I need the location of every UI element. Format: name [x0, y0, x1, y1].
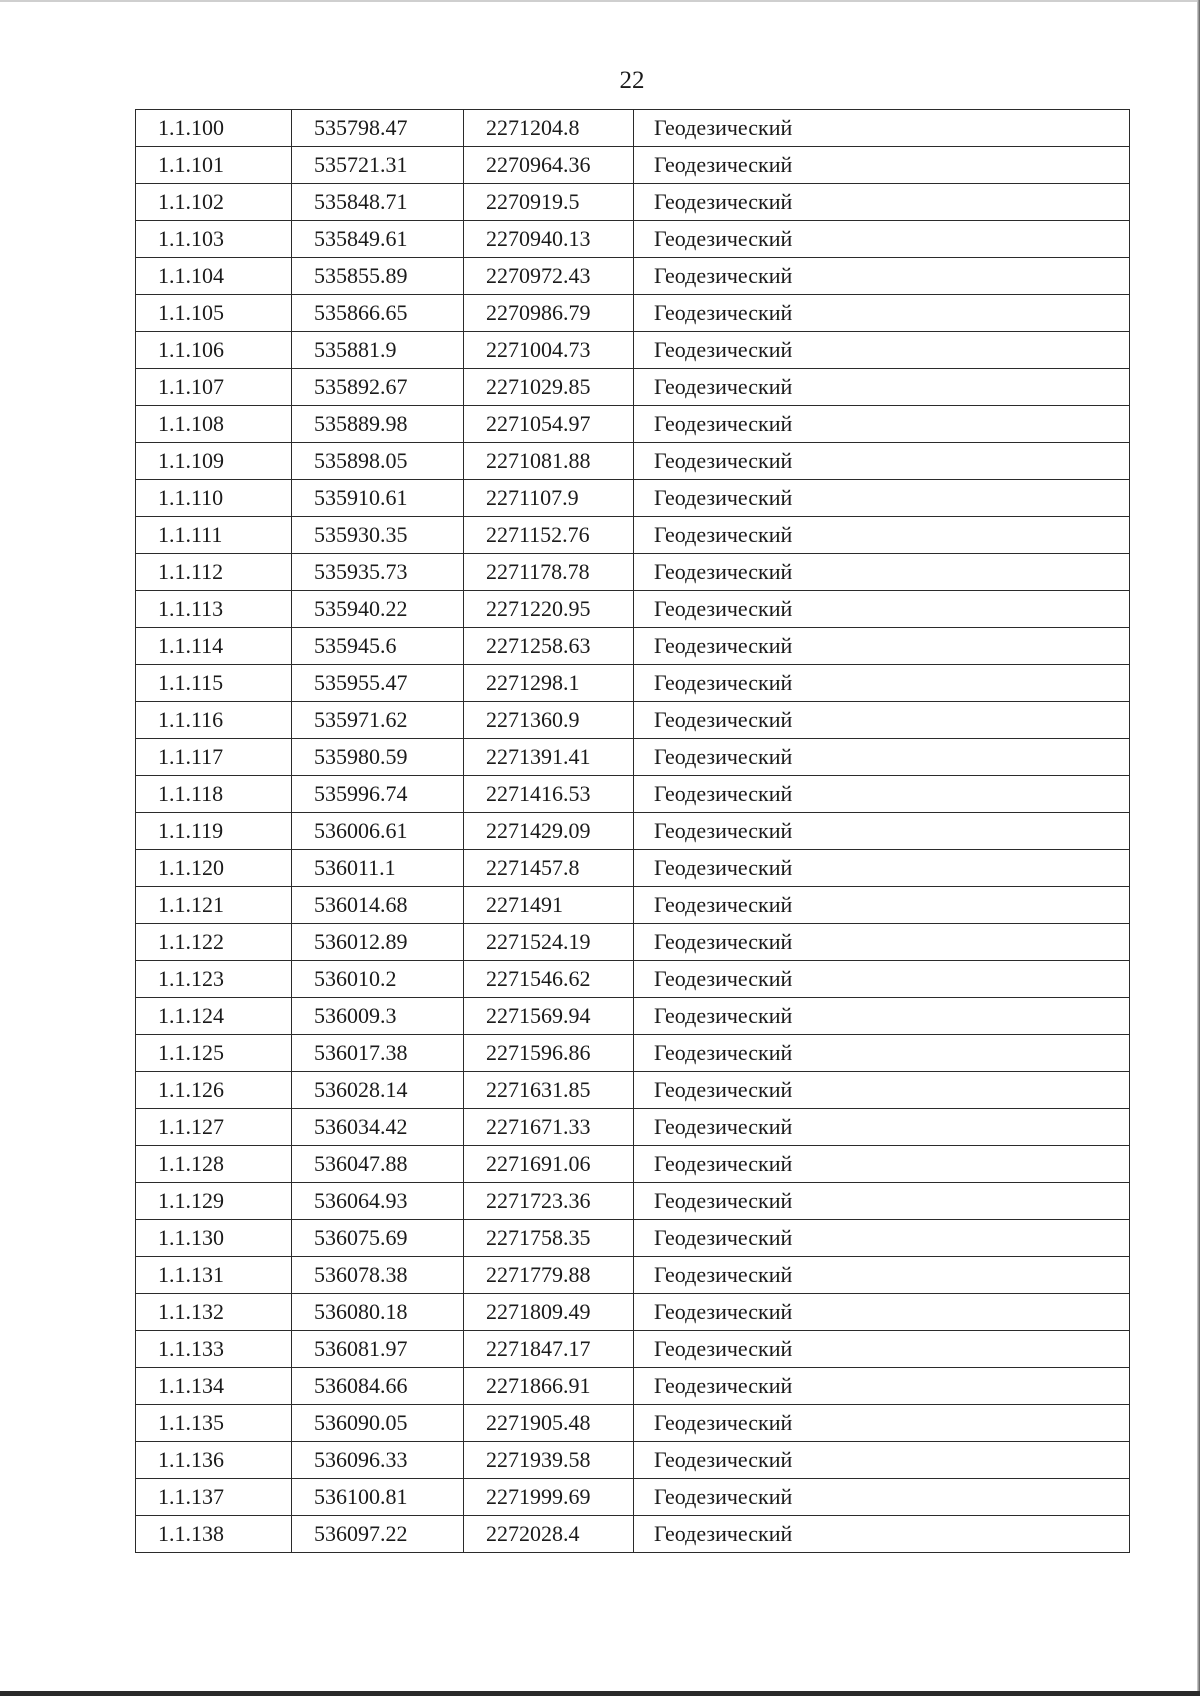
point-type-cell: Геодезический — [634, 1183, 1130, 1220]
point-id-cell: 1.1.127 — [136, 1109, 292, 1146]
point-type-cell: Геодезический — [634, 1220, 1130, 1257]
point-id-cell: 1.1.133 — [136, 1331, 292, 1368]
x-coordinate-cell: 536084.66 — [292, 1368, 464, 1405]
point-type-cell: Геодезический — [634, 1405, 1130, 1442]
y-coordinate-cell: 2271360.9 — [464, 702, 634, 739]
x-coordinate-cell: 535940.22 — [292, 591, 464, 628]
point-id-cell: 1.1.138 — [136, 1516, 292, 1553]
x-coordinate-cell: 536014.68 — [292, 887, 464, 924]
point-id-cell: 1.1.132 — [136, 1294, 292, 1331]
point-id-cell: 1.1.123 — [136, 961, 292, 998]
x-coordinate-cell: 535996.74 — [292, 776, 464, 813]
point-id-cell: 1.1.130 — [136, 1220, 292, 1257]
table-row — [136, 1146, 1130, 1183]
page-number: 22 — [619, 67, 645, 94]
point-id-cell: 1.1.134 — [136, 1368, 292, 1405]
x-coordinate-cell: 536028.14 — [292, 1072, 464, 1109]
y-coordinate-cell: 2271107.9 — [464, 480, 634, 517]
coordinates-table — [135, 109, 1130, 1553]
y-coordinate-cell: 2271220.95 — [464, 591, 634, 628]
table-row — [136, 998, 1130, 1035]
point-type-cell: Геодезический — [634, 1331, 1130, 1368]
point-type-cell: Геодезический — [634, 1257, 1130, 1294]
point-id-cell: 1.1.108 — [136, 406, 292, 443]
table-row — [136, 295, 1130, 332]
point-id-cell: 1.1.107 — [136, 369, 292, 406]
x-coordinate-cell: 536078.38 — [292, 1257, 464, 1294]
y-coordinate-cell: 2270940.13 — [464, 221, 634, 258]
y-coordinate-cell: 2271081.88 — [464, 443, 634, 480]
table-row — [136, 739, 1130, 776]
y-coordinate-cell: 2271939.58 — [464, 1442, 634, 1479]
point-type-cell: Геодезический — [634, 480, 1130, 517]
table-row — [136, 221, 1130, 258]
point-type-cell: Геодезический — [634, 924, 1130, 961]
point-id-cell: 1.1.103 — [136, 221, 292, 258]
point-type-cell: Геодезический — [634, 702, 1130, 739]
scan-edge-top — [0, 0, 1200, 2]
point-type-cell: Геодезический — [634, 295, 1130, 332]
point-id-cell: 1.1.112 — [136, 554, 292, 591]
y-coordinate-cell: 2271391.41 — [464, 739, 634, 776]
point-id-cell: 1.1.101 — [136, 147, 292, 184]
y-coordinate-cell: 2271004.73 — [464, 332, 634, 369]
x-coordinate-cell: 536090.05 — [292, 1405, 464, 1442]
point-type-cell: Геодезический — [634, 1072, 1130, 1109]
x-coordinate-cell: 535889.98 — [292, 406, 464, 443]
point-type-cell: Геодезический — [634, 850, 1130, 887]
y-coordinate-cell: 2271524.19 — [464, 924, 634, 961]
point-type-cell: Геодезический — [634, 998, 1130, 1035]
point-type-cell: Геодезический — [634, 1516, 1130, 1553]
table-row — [136, 1516, 1130, 1553]
point-id-cell: 1.1.121 — [136, 887, 292, 924]
y-coordinate-cell: 2271847.17 — [464, 1331, 634, 1368]
y-coordinate-cell: 2272028.4 — [464, 1516, 634, 1553]
x-coordinate-cell: 535721.31 — [292, 147, 464, 184]
point-id-cell: 1.1.125 — [136, 1035, 292, 1072]
table-row — [136, 1405, 1130, 1442]
point-id-cell: 1.1.116 — [136, 702, 292, 739]
point-type-cell: Геодезический — [634, 628, 1130, 665]
y-coordinate-cell: 2271491 — [464, 887, 634, 924]
x-coordinate-cell: 535855.89 — [292, 258, 464, 295]
y-coordinate-cell: 2271204.8 — [464, 110, 634, 147]
point-type-cell: Геодезический — [634, 1442, 1130, 1479]
point-id-cell: 1.1.105 — [136, 295, 292, 332]
point-type-cell: Геодезический — [634, 665, 1130, 702]
point-type-cell: Геодезический — [634, 406, 1130, 443]
table-row — [136, 1257, 1130, 1294]
table-row — [136, 369, 1130, 406]
x-coordinate-cell: 535849.61 — [292, 221, 464, 258]
table-row — [136, 665, 1130, 702]
x-coordinate-cell: 535945.6 — [292, 628, 464, 665]
y-coordinate-cell: 2271152.76 — [464, 517, 634, 554]
point-type-cell: Геодезический — [634, 1479, 1130, 1516]
point-id-cell: 1.1.115 — [136, 665, 292, 702]
point-id-cell: 1.1.111 — [136, 517, 292, 554]
x-coordinate-cell: 536097.22 — [292, 1516, 464, 1553]
y-coordinate-cell: 2271596.86 — [464, 1035, 634, 1072]
x-coordinate-cell: 535955.47 — [292, 665, 464, 702]
table-row — [136, 332, 1130, 369]
scan-edge-bottom — [0, 1691, 1200, 1696]
y-coordinate-cell: 2271178.78 — [464, 554, 634, 591]
point-id-cell: 1.1.126 — [136, 1072, 292, 1109]
y-coordinate-cell: 2271546.62 — [464, 961, 634, 998]
x-coordinate-cell: 535881.9 — [292, 332, 464, 369]
table-row — [136, 850, 1130, 887]
y-coordinate-cell: 2270919.5 — [464, 184, 634, 221]
x-coordinate-cell: 535898.05 — [292, 443, 464, 480]
table-row — [136, 702, 1130, 739]
point-id-cell: 1.1.118 — [136, 776, 292, 813]
table-row — [136, 1183, 1130, 1220]
point-id-cell: 1.1.119 — [136, 813, 292, 850]
table-row — [136, 517, 1130, 554]
point-id-cell: 1.1.122 — [136, 924, 292, 961]
y-coordinate-cell: 2271029.85 — [464, 369, 634, 406]
x-coordinate-cell: 536012.89 — [292, 924, 464, 961]
point-type-cell: Геодезический — [634, 517, 1130, 554]
y-coordinate-cell: 2271457.8 — [464, 850, 634, 887]
table-row — [136, 628, 1130, 665]
x-coordinate-cell: 536080.18 — [292, 1294, 464, 1331]
point-id-cell: 1.1.124 — [136, 998, 292, 1035]
table-row — [136, 1109, 1130, 1146]
table-row — [136, 406, 1130, 443]
table-row — [136, 1220, 1130, 1257]
point-type-cell: Геодезический — [634, 443, 1130, 480]
point-id-cell: 1.1.129 — [136, 1183, 292, 1220]
x-coordinate-cell: 535935.73 — [292, 554, 464, 591]
table-row — [136, 554, 1130, 591]
point-id-cell: 1.1.102 — [136, 184, 292, 221]
point-id-cell: 1.1.109 — [136, 443, 292, 480]
x-coordinate-cell: 536011.1 — [292, 850, 464, 887]
point-type-cell: Геодезический — [634, 1294, 1130, 1331]
point-type-cell: Геодезический — [634, 221, 1130, 258]
x-coordinate-cell: 535980.59 — [292, 739, 464, 776]
table-row — [136, 776, 1130, 813]
point-type-cell: Геодезический — [634, 739, 1130, 776]
table-row — [136, 887, 1130, 924]
point-id-cell: 1.1.131 — [136, 1257, 292, 1294]
y-coordinate-cell: 2271258.63 — [464, 628, 634, 665]
y-coordinate-cell: 2271779.88 — [464, 1257, 634, 1294]
table-row — [136, 924, 1130, 961]
y-coordinate-cell: 2270964.36 — [464, 147, 634, 184]
point-type-cell: Геодезический — [634, 1146, 1130, 1183]
point-id-cell: 1.1.137 — [136, 1479, 292, 1516]
point-id-cell: 1.1.135 — [136, 1405, 292, 1442]
x-coordinate-cell: 535971.62 — [292, 702, 464, 739]
x-coordinate-cell: 536006.61 — [292, 813, 464, 850]
x-coordinate-cell: 535892.67 — [292, 369, 464, 406]
table-row — [136, 591, 1130, 628]
x-coordinate-cell: 536047.88 — [292, 1146, 464, 1183]
point-type-cell: Геодезический — [634, 887, 1130, 924]
x-coordinate-cell: 536100.81 — [292, 1479, 464, 1516]
point-id-cell: 1.1.100 — [136, 110, 292, 147]
point-type-cell: Геодезический — [634, 591, 1130, 628]
point-type-cell: Геодезический — [634, 110, 1130, 147]
x-coordinate-cell: 536034.42 — [292, 1109, 464, 1146]
point-type-cell: Геодезический — [634, 1368, 1130, 1405]
point-type-cell: Геодезический — [634, 776, 1130, 813]
x-coordinate-cell: 535930.35 — [292, 517, 464, 554]
y-coordinate-cell: 2271429.09 — [464, 813, 634, 850]
table-row — [136, 258, 1130, 295]
y-coordinate-cell: 2270972.43 — [464, 258, 634, 295]
point-id-cell: 1.1.110 — [136, 480, 292, 517]
x-coordinate-cell: 536017.38 — [292, 1035, 464, 1072]
point-id-cell: 1.1.104 — [136, 258, 292, 295]
table-row — [136, 110, 1130, 147]
x-coordinate-cell: 535798.47 — [292, 110, 464, 147]
point-type-cell: Геодезический — [634, 554, 1130, 591]
x-coordinate-cell: 536081.97 — [292, 1331, 464, 1368]
y-coordinate-cell: 2271416.53 — [464, 776, 634, 813]
table-row — [136, 1368, 1130, 1405]
y-coordinate-cell: 2271866.91 — [464, 1368, 634, 1405]
table-row — [136, 1294, 1130, 1331]
point-type-cell: Геодезический — [634, 1035, 1130, 1072]
point-type-cell: Геодезический — [634, 147, 1130, 184]
y-coordinate-cell: 2271298.1 — [464, 665, 634, 702]
table-row — [136, 184, 1130, 221]
table-row — [136, 480, 1130, 517]
y-coordinate-cell: 2271569.94 — [464, 998, 634, 1035]
table-row — [136, 1072, 1130, 1109]
x-coordinate-cell: 535866.65 — [292, 295, 464, 332]
x-coordinate-cell: 536075.69 — [292, 1220, 464, 1257]
y-coordinate-cell: 2271809.49 — [464, 1294, 634, 1331]
x-coordinate-cell: 536009.3 — [292, 998, 464, 1035]
y-coordinate-cell: 2271671.33 — [464, 1109, 634, 1146]
table-row — [136, 961, 1130, 998]
table-row — [136, 147, 1130, 184]
point-id-cell: 1.1.117 — [136, 739, 292, 776]
point-id-cell: 1.1.114 — [136, 628, 292, 665]
y-coordinate-cell: 2271905.48 — [464, 1405, 634, 1442]
point-type-cell: Геодезический — [634, 1109, 1130, 1146]
y-coordinate-cell: 2271999.69 — [464, 1479, 634, 1516]
point-type-cell: Геодезический — [634, 258, 1130, 295]
table-row — [136, 1442, 1130, 1479]
table-row — [136, 1035, 1130, 1072]
point-type-cell: Геодезический — [634, 369, 1130, 406]
point-type-cell: Геодезический — [634, 813, 1130, 850]
point-id-cell: 1.1.136 — [136, 1442, 292, 1479]
table-row — [136, 813, 1130, 850]
x-coordinate-cell: 536096.33 — [292, 1442, 464, 1479]
point-type-cell: Геодезический — [634, 961, 1130, 998]
point-id-cell: 1.1.113 — [136, 591, 292, 628]
x-coordinate-cell: 536064.93 — [292, 1183, 464, 1220]
y-coordinate-cell: 2271631.85 — [464, 1072, 634, 1109]
table-row — [136, 1331, 1130, 1368]
point-id-cell: 1.1.128 — [136, 1146, 292, 1183]
point-type-cell: Геодезический — [634, 332, 1130, 369]
y-coordinate-cell: 2271691.06 — [464, 1146, 634, 1183]
point-id-cell: 1.1.120 — [136, 850, 292, 887]
x-coordinate-cell: 535910.61 — [292, 480, 464, 517]
y-coordinate-cell: 2270986.79 — [464, 295, 634, 332]
y-coordinate-cell: 2271723.36 — [464, 1183, 634, 1220]
point-id-cell: 1.1.106 — [136, 332, 292, 369]
point-type-cell: Геодезический — [634, 184, 1130, 221]
coordinates-table-body — [136, 110, 1130, 1553]
table-row — [136, 443, 1130, 480]
table-row — [136, 1479, 1130, 1516]
y-coordinate-cell: 2271054.97 — [464, 406, 634, 443]
y-coordinate-cell: 2271758.35 — [464, 1220, 634, 1257]
x-coordinate-cell: 535848.71 — [292, 184, 464, 221]
x-coordinate-cell: 536010.2 — [292, 961, 464, 998]
